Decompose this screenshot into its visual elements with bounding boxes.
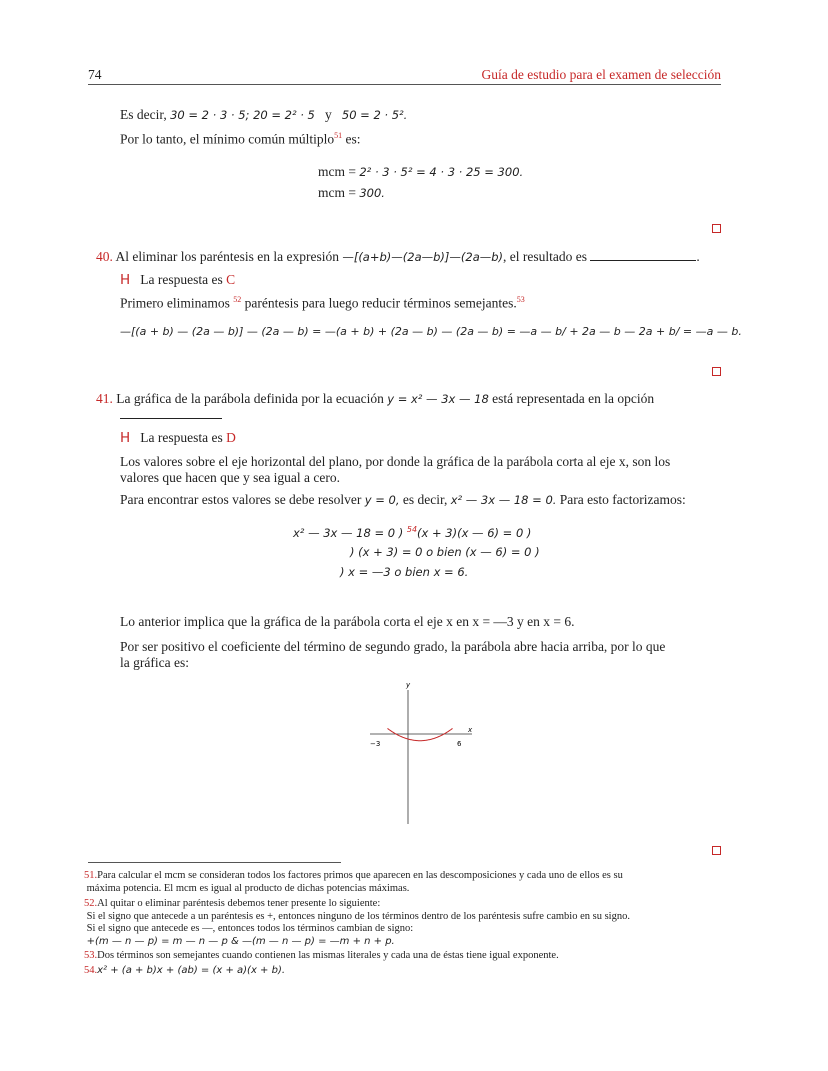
footnote-54: 54.x² + (a + b)x + (ab) = (x + a)(x + b).: [84, 965, 286, 977]
answer-blank: [590, 260, 696, 261]
header-rule: [88, 84, 721, 85]
tick-label-neg3: −3: [370, 740, 381, 748]
factor-equation-2: ) (x + 3) = 0 o bien (x — 6) = 0 ): [350, 545, 540, 559]
answer-h-icon: H: [120, 272, 131, 288]
qed-square: [712, 846, 721, 855]
answer-40: H La respuesta es C: [120, 272, 236, 288]
footnote-52: 52.Al quitar o eliminar paréntesis debemos tener presente lo siguiente: Si el signo que antecede a un paréntesis es +, entonces ninguno de los términos dentro de los paréntesis sufre cambio en su signo. Si el signo que antecede es —, entonces todos los términos cambian de signo: +(m — n — p) = m — n — p & —(m — n — p) = —m + n + p.: [84, 898, 630, 947]
x-axis-label: x: [468, 726, 473, 734]
y-axis-label: y: [406, 681, 411, 689]
tick-label-6: 6: [457, 740, 462, 748]
footnote-53: 53.Dos términos son semejantes cuando contienen las mismas literales y cada una de éstas tiene igual exponente.: [84, 949, 559, 961]
paragraph: Los valores sobre el eje horizontal del plano, por donde la gráfica de la parábola corta al eje x, son los: [120, 454, 671, 469]
question-40: 40. Al eliminar los paréntesis en la expresión —[(a+b)—(2a—b)]—(2a—b), el resultado es .: [96, 249, 700, 264]
paragraph: la gráfica es:: [120, 655, 189, 670]
qed-square: [712, 367, 721, 376]
footnote-rule: [88, 862, 341, 863]
answer-41: H La respuesta es D: [120, 430, 236, 446]
paragraph: Por ser positivo el coeficiente del término de segundo grado, la parábola abre hacia arriba, por lo que: [120, 639, 666, 654]
intro-line-1: Es decir, 30 = 2 · 3 · 5; 20 = 2² · 5 y 50 = 2 · 5².: [120, 107, 408, 122]
equation-40: —[(a + b) — (2a — b)] — (2a — b) = —(a + b) + (2a — b) — (2a — b) = —a — b/ + 2a — b — 2a + b/ = —a — b.: [120, 325, 742, 338]
factor-equation-1: x² — 3x — 18 = 0 ) $^{54}$(x + 3)(x — 6) = 0 ): [293, 525, 532, 540]
factor-equation-3: ) x = —3 o bien x = 6.: [340, 565, 469, 579]
mcm-equation-1: mcm = 2² · 3 · 5² = 4 · 3 · 25 = 300.: [318, 164, 524, 179]
footnote-51: 51.Para calcular el mcm se consideran todos los factores primos que aparecen en las descomposiciones y cada uno de ellos es su máxima potencia. El mcm es igual al producto de dichas potencias máximas.: [84, 870, 623, 894]
paragraph: Para encontrar estos valores se debe resolver y = 0, es decir, x² — 3x — 18 = 0. Para esto factorizamos:: [120, 492, 686, 507]
answer-h-icon: H: [120, 430, 131, 446]
running-title: Guía de estudio para el examen de selección: [481, 67, 721, 82]
intro-line-2: Por lo tanto, el mínimo común múltiplo$^{51}$ es:: [120, 131, 361, 147]
question-41: 41. La gráfica de la parábola definida por la ecuación y = x² — 3x — 18 está representada en la opción: [96, 391, 655, 406]
explanation-40: Primero eliminamos $^{52}$ paréntesis para luego reducir términos semejantes.$^{53}$: [120, 295, 525, 311]
paragraph: valores que hacen que y sea igual a cero.: [120, 470, 341, 485]
parabola-curve: [388, 728, 453, 740]
paragraph: Lo anterior implica que la gráfica de la parábola corta el eje x en x = —3 y en x = 6.: [120, 614, 575, 629]
qed-square: [712, 224, 721, 233]
footnotes: [84, 870, 630, 978]
page-number: 74: [88, 67, 102, 82]
parabola-graph: [360, 676, 480, 826]
answer-blank: [120, 410, 222, 419]
mcm-equation-2: mcm = 300.: [318, 185, 385, 200]
